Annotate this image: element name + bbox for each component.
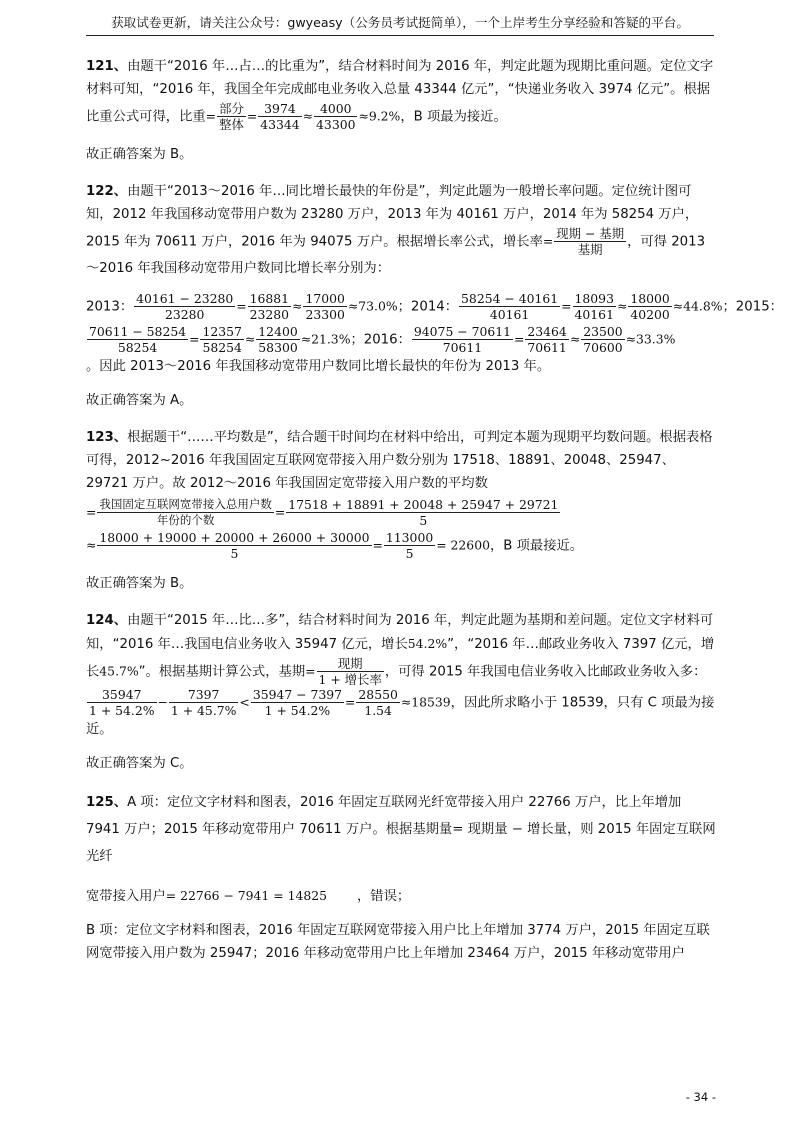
fraction: $\frac{17518 + 18891 + 20048 + 25947 + 29721}{5}$ (288, 497, 559, 528)
question-125-option-b: B 项：定位文字材料和图表，2016 年固定互联网宽带接入用户比上年增加 3774 万户，2015 年固定互联网宽带接入用户数为 25947；2016 年移动宽带用户比上年增加 23464 万户，2015 年移动宽带用户 (86, 923, 710, 961)
question-122-explanation: 122、由题干“2013～2016 年…同比增长最快的年份是”，判定此题为一般增长率问题。定位统计图可知，2012 年我国移动宽带用户数为 23280 万户，2013 年为 40161 万户，2014 年为 58254 万户，2015 年为 70611 万户，2016 年为 94075 万户。根据增长率公式，增长率= $\frac{\text{现期 − 基期}}{\text{基期}}$ ，可得 2013～2016 年我国移动宽带用户数同比增长率分别为： (86, 184, 706, 276)
fraction: $\frac{\text{现期 − 基期}}{\text{基期}}$ (556, 226, 625, 257)
average-result: ≈ $\frac{18000 + 19000 + 20000 + 26000 + 30000}{5}$ = $\frac{113000}{5}$ = 22600，B 项最接近。 (86, 530, 584, 561)
question-number: 122、 (86, 184, 128, 199)
question-number: 125、 (86, 795, 128, 810)
growth-rate-2015-2016: $\frac{70611 - 58254}{58254}$ = $\frac{12357}{58254}$ ≈ $\frac{12400}{58300}$ ≈21.3%；2016： $\frac{94075 - 70611}{70611}$ = $\frac{23464}{70611}$ ≈ $\frac{23500}{70600}$ ≈33.3% (89, 324, 676, 355)
question-number: 123、 (86, 430, 128, 445)
fraction: $\frac{58254 - 40161}{40161}$ (461, 291, 559, 322)
fraction: $\frac{7397}{1 + 45.7\%}$ (170, 687, 237, 718)
document-body (86, 55, 783, 965)
fraction: $\frac{35947 - 7397}{1 + 54.2\%}$ (252, 687, 343, 718)
page-header: 获取试卷更新，请关注公众号：gwyeasy（公务员考试挺简单），一个上岸考生分享经验和答疑的平台。 (111, 15, 689, 30)
question-number: 124、 (86, 613, 128, 628)
fraction: $\frac{4000}{43300}$ (316, 101, 356, 132)
fraction: $\frac{3974}{43344}$ (260, 101, 300, 132)
fraction: $\frac{12357}{58254}$ (202, 324, 242, 355)
fraction: $\frac{18000 + 19000 + 20000 + 26000 + 30000}{5}$ (99, 530, 370, 561)
question-122-conclusion: 。因此 2013～2016 年我国移动宽带用户数同比增长最快的年份为 2013 年。 (86, 359, 551, 374)
growth-rate-2013-2014: 2013： $\frac{40161 - 23280}{23280}$ = $\frac{16881}{23280}$ ≈ $\frac{17000}{23300}$ ≈73.0%；2014： $\frac{58254 - 40161}{40161}$ = $\frac{18093}{40161}$ ≈ $\frac{18000}{40200}$ ≈44.8%；2015： (86, 291, 783, 322)
answer-123: 故正确答案为 B。 (86, 576, 193, 591)
fraction: $\frac{\text{我国固定互联网宽带接入总用户数}}{\text{年份的个数}}$ (99, 497, 272, 527)
fraction: $\frac{\text{现期}}{\text{1 + 增长率}}$ (318, 656, 382, 687)
answer-124: 故正确答案为 C。 (86, 756, 193, 771)
question-123-explanation: 123、根据题干“……平均数是”，结合题干时间均在材料中给出，可判定本题为现期平均数问题。根据表格可得，2012~2016 年我国固定互联网宽带接入用户数分别为 17518、18891、20048、25947、29721 万户。故 2012～2016 年我国固定宽带接入用户数的平均数 (86, 430, 713, 491)
question-124-explanation: 124、由题干“2015 年…比…多”，结合材料时间为 2016 年，判定此题为基期和差问题。定位文字材料可知，“2016 年…我国电信业务收入 35947 亿元，增长54.2%”，“2016 年…邮政业务收入 7397 亿元，增长45.7%”。根据基期计算公式，基期= $\frac{\text{现期}}{\text{1 + 增长率}}$ ，可得 2015 年我国电信业务收入比邮政业务收入多： $\frac{35947}{1 + 54.2\%}$ − $\frac{7397}{1 + 45.7\%}$ < $\frac{35947 - 7397}{1 + 54.2\%}$ = $\frac{28550}{1.54}$ ≈18539，因此所求略小于 18539，只有 C 项最为接近。 (86, 613, 715, 737)
fraction: $\frac{18000}{40200}$ (630, 291, 670, 322)
fraction: $\frac{16881}{23280}$ (249, 291, 290, 322)
fraction: $\frac{70611 - 58254}{58254}$ (89, 324, 187, 355)
page-number: - 34 - (685, 1090, 716, 1104)
header-divider (86, 35, 714, 36)
average-formula: = $\frac{\text{我国固定互联网宽带接入总用户数}}{\text{年份的个数}}$ = $\frac{17518 + 18891 + 20048 + 25947 + 29721}{5}$ (86, 497, 559, 528)
fraction: $\frac{40161 - 23280}{23280}$ (136, 291, 234, 322)
fraction: $\frac{113000}{5}$ (385, 530, 434, 561)
fraction: $\frac{35947}{1 + 54.2\%}$ (89, 687, 155, 718)
answer-121: 故正确答案为 B。 (86, 147, 193, 162)
fraction: $\frac{\text{部分}}{\text{整体}}$ (219, 101, 244, 132)
option-a-calculation: 宽带接入用户= 22766 − 7941 = 14825 ，错误； (86, 888, 411, 904)
fraction: $\frac{23500}{70600}$ (583, 324, 623, 355)
fraction: $\frac{17000}{23300}$ (305, 291, 345, 322)
fraction: $\frac{12400}{58300}$ (258, 324, 298, 355)
question-125-option-a: 125、A 项：定位文字材料和图表，2016 年固定互联网光纤宽带接入用户 22766 万户，比上年增加 7941 万户；2015 年移动宽带用户 70611 万户。根据基期量= 现期量 − 增长量，则 2015 年固定互联网光纤 (86, 795, 716, 864)
question-number: 121、 (86, 59, 128, 74)
fraction: $\frac{94075 - 70611}{70611}$ (413, 324, 511, 355)
question-121-explanation: 121、由题干“2016 年…占…的比重为”，结合材料时间为 2016 年，判定此题为现期比重问题。定位文字材料可知，“2016 年，我国全年完成邮电业务收入总量 43344 亿元”，“快递业务收入 3974 亿元”。根据比重公式可得，比重= $\frac{\text{部分}}{\text{整体}}$ = $\frac{3974}{43344}$ ≈ $\frac{4000}{43300}$ ≈9.2%，B 项最为接近。 (86, 59, 714, 132)
fraction: $\frac{23464}{70611}$ (527, 324, 567, 355)
answer-122: 故正确答案为 A。 (86, 393, 193, 408)
fraction: $\frac{18093}{40161}$ (574, 291, 614, 322)
fraction: $\frac{28550}{1.54}$ (358, 687, 398, 718)
